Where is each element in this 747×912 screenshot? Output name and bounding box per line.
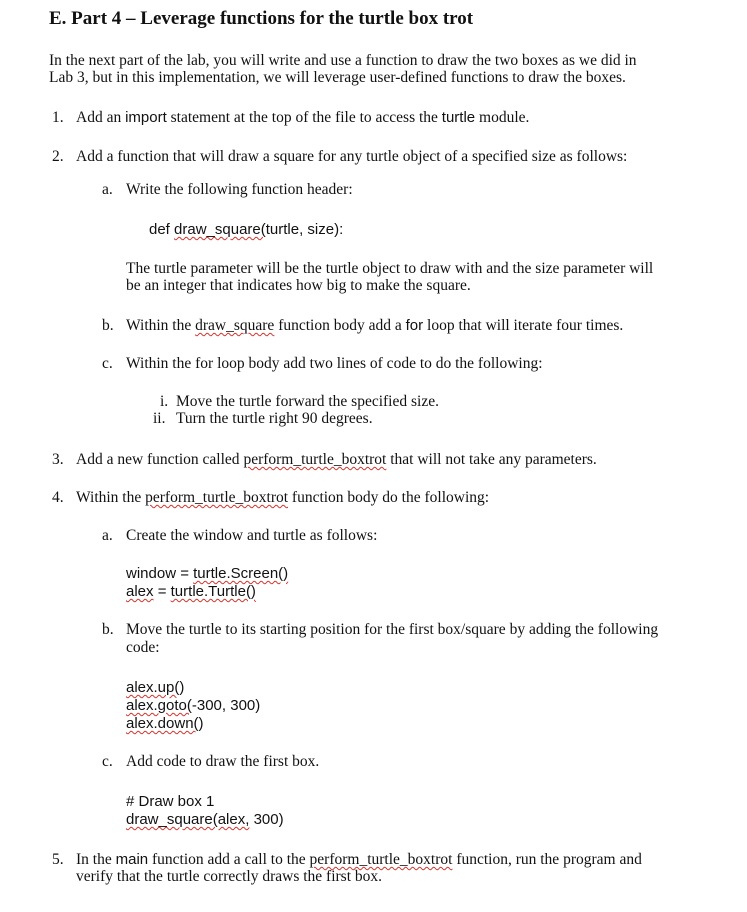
code-goto-args: -300, 300): [191, 697, 261, 714]
step-5-line-2: verify that the turtle correctly draws the first box.: [76, 868, 383, 885]
code-up-line: [126, 679, 184, 697]
code-draw-args: 300): [249, 811, 284, 828]
step-2c-i-text: Move the turtle forward the specified size.: [176, 393, 439, 410]
turtle-keyword: turtle: [441, 109, 476, 126]
step-4-part-a: Within the: [76, 489, 146, 506]
step-2b-text: [126, 317, 623, 335]
step-2b-letter: b.: [102, 317, 114, 334]
step-1-part-e: module.: [475, 109, 530, 126]
step-5-number: 5.: [52, 851, 64, 868]
code-window-line: [126, 565, 288, 583]
step-4b-letter: b.: [102, 621, 114, 638]
code-comment: # Draw box 1: [126, 793, 215, 810]
step-2b-part-e: loop that will iterate four times.: [423, 317, 624, 334]
step-2b-part-a: Within the: [126, 317, 196, 334]
code-def-keyword: def: [149, 221, 175, 238]
param-note-line-2: be an integer that indicates how big to make the square.: [126, 277, 471, 294]
code-draw-square-name: draw_square(: [174, 221, 266, 238]
step-4-part-c: function body do the following:: [288, 489, 490, 506]
step-2c-letter: c.: [102, 355, 113, 372]
import-keyword: import: [125, 109, 167, 126]
code-draw-line: [126, 811, 284, 829]
param-note-line-1: The turtle parameter will be the turtle object to draw with and the size parameter will: [126, 260, 654, 277]
step-5-part-c: function add a call to the: [148, 851, 310, 868]
step-2b-part-c: function body add a: [274, 317, 406, 334]
step-2a-letter: a.: [102, 181, 113, 198]
draw-square-ref: draw_square: [195, 317, 275, 334]
step-4a-text: Create the window and turtle as follows:: [126, 527, 378, 544]
step-4-text: [76, 489, 489, 507]
for-keyword: for: [405, 317, 424, 334]
step-4a-letter: a.: [102, 527, 113, 544]
code-alex-var: alex: [126, 583, 154, 600]
code-goto-line: [126, 697, 260, 715]
step-1-part-c: statement at the top of the file to access the: [166, 109, 442, 126]
step-2-text: Add a function that will draw a square for any turtle object of a specified size as follows:: [76, 148, 628, 165]
code-draw-square-call: draw_square(alex,: [126, 811, 250, 828]
code-alex-goto: alex.goto(: [126, 697, 192, 714]
step-3-part-c: that will not take any parameters.: [386, 451, 597, 468]
step-2-number: 2.: [52, 148, 64, 165]
code-up-close: ): [179, 679, 185, 696]
perform-turtle-boxtrot-ref: perform_turtle_boxtrot: [243, 451, 387, 468]
code-assign: =: [153, 583, 171, 600]
code-down-line: [126, 715, 204, 733]
step-4c-text: Add code to draw the first box.: [126, 753, 320, 770]
code-alex-line: [126, 583, 256, 601]
code-params: turtle, size):: [265, 221, 344, 238]
perform-turtle-boxtrot-ref-3: perform_turtle_boxtrot: [309, 851, 453, 868]
intro-line-1: In the next part of the lab, you will write and use a function to draw the two boxes as we did in: [49, 52, 637, 69]
perform-turtle-boxtrot-ref-2: perform_turtle_boxtrot: [145, 489, 289, 506]
step-2c-ii-numeral: ii.: [153, 410, 166, 427]
step-3-part-a: Add a new function called: [76, 451, 244, 468]
page-title: E. Part 4 – Leverage functions for the turtle box trot: [49, 8, 474, 29]
step-2c-text: Within the for loop body add two lines of code to do the following:: [126, 355, 543, 372]
code-function-header: [149, 221, 343, 239]
intro-line-2: Lab 3, but in this implementation, we will leverage user-defined functions to draw the boxes.: [49, 69, 626, 86]
step-5-part-e: function, run the program and: [452, 851, 642, 868]
step-1-part-a: Add an: [76, 109, 126, 126]
step-4b-line-2: code:: [126, 639, 160, 656]
code-window-var: window =: [126, 565, 194, 582]
step-4-number: 4.: [52, 489, 64, 506]
code-turtle-screen: turtle.Screen(): [193, 565, 289, 582]
code-turtle-turtle: turtle.Turtle(): [170, 583, 256, 600]
step-3-text: [76, 451, 597, 469]
step-1-text: [76, 109, 529, 127]
code-alex-up: alex.up(: [126, 679, 180, 696]
step-5-part-a: In the: [76, 851, 116, 868]
code-alex-down: alex.down(: [126, 715, 199, 732]
step-1-number: 1.: [52, 109, 64, 126]
main-keyword: main: [115, 851, 149, 868]
step-4c-letter: c.: [102, 753, 113, 770]
step-5-line-1: [76, 851, 642, 869]
code-down-close: ): [198, 715, 204, 732]
step-2a-text: Write the following function header:: [126, 181, 353, 198]
step-2c-ii-text: Turn the turtle right 90 degrees.: [176, 410, 373, 427]
step-3-number: 3.: [52, 451, 64, 468]
step-4b-line-1: Move the turtle to its starting position for the first box/square by adding the following: [126, 621, 659, 638]
step-2c-i-numeral: i.: [160, 393, 169, 410]
